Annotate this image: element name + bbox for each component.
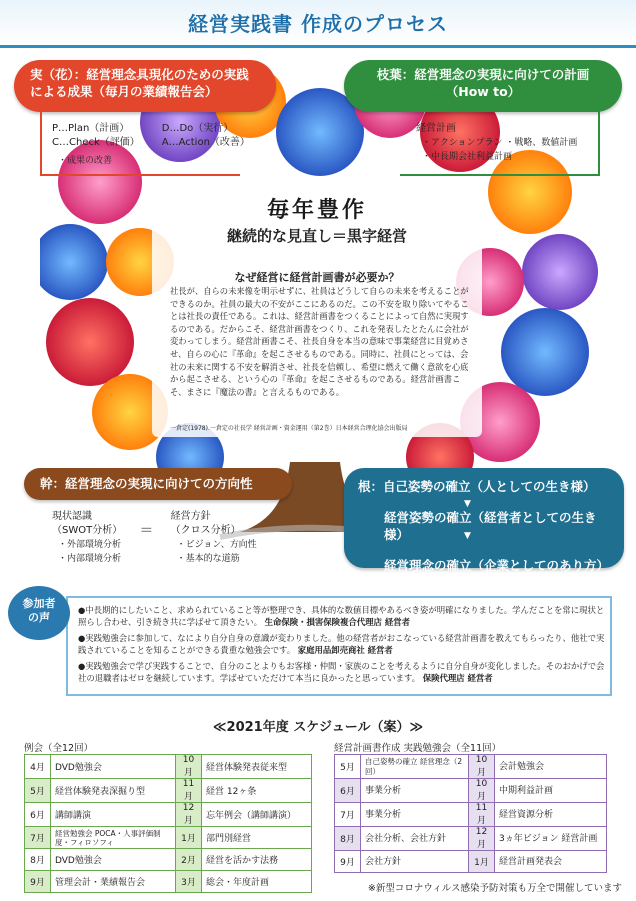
body-text: 社長が、自らの未来像を明示せずに、社員はどうして自らの未来を考えることができるのか。社員の最大の不安がここにあるのだ。この不安を取り除いてやることは社長の責任である。これは、経営計画書をつくることによって自然に実現するのである。だからこそ、経営計画書をつくり、これを発表したとたんに会社が変わってしまう。経営計画書こそ、社長自身を本当の意味で事業経営に目覚めさせ、自らの心に『革命』を起こさせるものである。同時に、社員にとっては、会社の未来に関する不安を解消させ、社長を信頼し、希望に燃えて働く意欲を心底から起こさせる、という心の『革命』を起こさせるものである。経営計画書こそ、まさに『魔法の書』と言えるものである。 (170, 286, 469, 397)
topic-cell: 総会・年度計画 (202, 871, 312, 893)
topic-cell: 経営 12ヶ条 (202, 779, 312, 803)
pdca-list (52, 122, 272, 168)
topic-cell: 事業分析 (361, 803, 469, 827)
swot-item: ・内部環境分析 (58, 554, 122, 564)
schedule-row (25, 827, 312, 849)
policy-sub: （クロス分析） (170, 525, 241, 536)
pdca-action: A…Action（改善） (161, 137, 250, 148)
swot-item: ・外部環境分析 (58, 540, 122, 550)
month-cell: 9月 (25, 871, 51, 893)
topic-cell: DVD勉強会 (51, 849, 176, 871)
month-cell: 3月 (176, 871, 202, 893)
study-schedule-table (334, 754, 607, 873)
voice-text: ●実践勉強会に参加して、なにより自分自身の意識が変わりました。他の経営者がおこなっている経営計画書を教えてもらったり、他社で実践されていることを知ることができる貴重な勉強会です。 (78, 633, 605, 655)
month-cell: 4月 (25, 755, 51, 779)
plan-title: 経営計画 (416, 123, 456, 134)
branch-pill-line1: 枝葉：経営理念の実現に向けての計画 (376, 67, 590, 82)
voice-item (78, 660, 606, 684)
root-line2: 経営姿勢の確立（経営者としての生き様） (384, 510, 597, 542)
business-plan (416, 122, 577, 164)
topic-cell: 忘年例会（講師講演） (202, 803, 312, 827)
branch-pill (344, 60, 622, 112)
meeting-schedule-table (24, 754, 312, 893)
center-panel (152, 185, 482, 437)
pdca-plan: P…Plan（計画） (52, 123, 130, 134)
month-cell: 2月 (176, 849, 202, 871)
topic-cell: 会社分析、会社方針 (361, 827, 469, 851)
pdca-check: C…Check（評価） (52, 137, 140, 148)
branch-pill-line2: （How to） (445, 84, 521, 99)
schedule-row (25, 803, 312, 827)
month-cell: 11月 (176, 779, 202, 803)
topic-cell: 講師講演 (51, 803, 176, 827)
main-heading: 毎年豊作 (266, 198, 367, 223)
topic-cell: 会社方針 (361, 851, 469, 873)
month-cell: 7月 (335, 803, 361, 827)
topic-cell: 経営資源分析 (495, 803, 607, 827)
month-cell: 1月 (176, 827, 202, 849)
voice-text: ●中長期的にしたいこと、求められていること等が整理でき、具体的な数値目標やあるべき姿が明確になりました。学んだことを常に現状と照らし合わせ、引き続き共に学ばせて頂きたい。 (78, 605, 605, 627)
schedule-row (25, 755, 312, 779)
month-cell: 6月 (25, 803, 51, 827)
month-cell: 12月 (469, 827, 495, 851)
pdca-note: ・成果の改善 (58, 156, 113, 166)
schedule-row (335, 851, 607, 873)
plan-item: ・アクションプラン ・戦略、数値計画 (422, 138, 578, 148)
root-line1: 根：自己姿勢の確立（人としての生き様） (358, 479, 596, 494)
voice-item (78, 632, 606, 656)
voice-author: 保険代理店 経営者 (422, 673, 493, 683)
equals-sign: ＝ (139, 523, 154, 539)
month-cell: 8月 (25, 849, 51, 871)
schedule-row (25, 849, 312, 871)
root-line3: 経営理念の確立（企業としてのあり方） (384, 558, 610, 573)
schedule-row (335, 779, 607, 803)
plan-item: ・中長期会社利益計画 (422, 152, 513, 162)
voice-item (78, 604, 606, 628)
down-arrow-icon: ▼ (464, 499, 471, 509)
badge-line2: の声 (28, 611, 50, 624)
month-cell: 10月 (469, 779, 495, 803)
pdca-do: D…Do（実行） (161, 123, 234, 134)
month-cell: 10月 (469, 755, 495, 779)
topic-cell: 事業分析 (361, 779, 469, 803)
schedule-title: ≪2021年度 スケジュール（案）≫ (212, 720, 424, 735)
schedule-row (335, 803, 607, 827)
schedule-row (25, 779, 312, 803)
policy-title: 経営方針 (170, 511, 211, 522)
voices-badge (8, 586, 70, 640)
month-cell: 12月 (176, 803, 202, 827)
month-cell: 11月 (469, 803, 495, 827)
topic-cell: 3ヵ年ビジョン 経営計画 (495, 827, 607, 851)
topic-cell: 中期利益計画 (495, 779, 607, 803)
left-caption: 例会（全12回） (24, 743, 94, 754)
swot-title: 現状認識 (52, 511, 92, 522)
topic-cell: 会計勉強会 (495, 755, 607, 779)
topic-cell: 経営を活かす法務 (202, 849, 312, 871)
swot-sub: （SWOT分析） (52, 525, 123, 536)
fruit-pill: 実（花）：経営理念具現化のための実践による成果（毎月の業績報告会） (14, 60, 276, 112)
voice-text: ●実践勉強会で学び実践することで、自分のことよりもお客様・仲間・家族のことを考えるように自分自身が変化しました。そのおかげで会社の退職者はゼロを継続しています。学ばせていただけて本当に良かったと思っています。 (78, 661, 605, 683)
topic-cell: 部門別経営 (202, 827, 312, 849)
topic-cell: 経営勉強会 POCA・人事評価制度・フィロソフィ (51, 827, 176, 849)
footnote: ※新型コロナウィルス感染予防対策も万全で開催しています (367, 883, 622, 894)
policy-item: ・ビジョン、方向性 (176, 540, 257, 550)
schedule-row (335, 755, 607, 779)
policy-item: ・基本的な道筋 (176, 554, 240, 564)
month-cell: 10月 (176, 755, 202, 779)
month-cell: 6月 (335, 779, 361, 803)
voice-author: 生命保険・損害保険複合代理店 経営者 (264, 617, 410, 627)
month-cell: 1月 (469, 851, 495, 873)
schedule-row (335, 827, 607, 851)
month-cell: 7月 (25, 827, 51, 849)
sub-heading: 継続的な見直し＝黒字経営 (226, 227, 407, 245)
down-arrow-icon: ▼ (464, 531, 471, 541)
page-title: 経営実践書 作成のプロセス (188, 12, 448, 36)
trunk-pill: 幹：経営理念の実現に向けての方向性 (24, 468, 292, 500)
citation: 一倉定(1978).一倉定の社長学 経営計画・資金運用（第2巻）日本経営合理化協会出版局 (170, 425, 408, 432)
month-cell: 5月 (25, 779, 51, 803)
root-pill (344, 468, 624, 573)
month-cell: 5月 (335, 755, 361, 779)
voice-author: 家庭用品卸売商社 経営者 (297, 645, 393, 655)
topic-cell: 経営体験発表深掘り型 (51, 779, 176, 803)
month-cell: 8月 (335, 827, 361, 851)
right-caption: 経営計画書作成 実践勉強会（全11回） (334, 743, 502, 754)
schedule-row (25, 871, 312, 893)
topic-cell: 経営体験発表従来型 (202, 755, 312, 779)
topic-cell: 自己姿勢の確立 経営理念（2回） (361, 755, 469, 779)
topic-cell: DVD勉強会 (51, 755, 176, 779)
topic-cell: 管理会計・業績報告会 (51, 871, 176, 893)
question-heading: なぜ経営に経営計画書が必要か？ (234, 271, 400, 284)
month-cell: 9月 (335, 851, 361, 873)
badge-line1: 参加者 (22, 597, 56, 610)
trunk-analysis (52, 510, 257, 566)
topic-cell: 経営計画発表会 (495, 851, 607, 873)
